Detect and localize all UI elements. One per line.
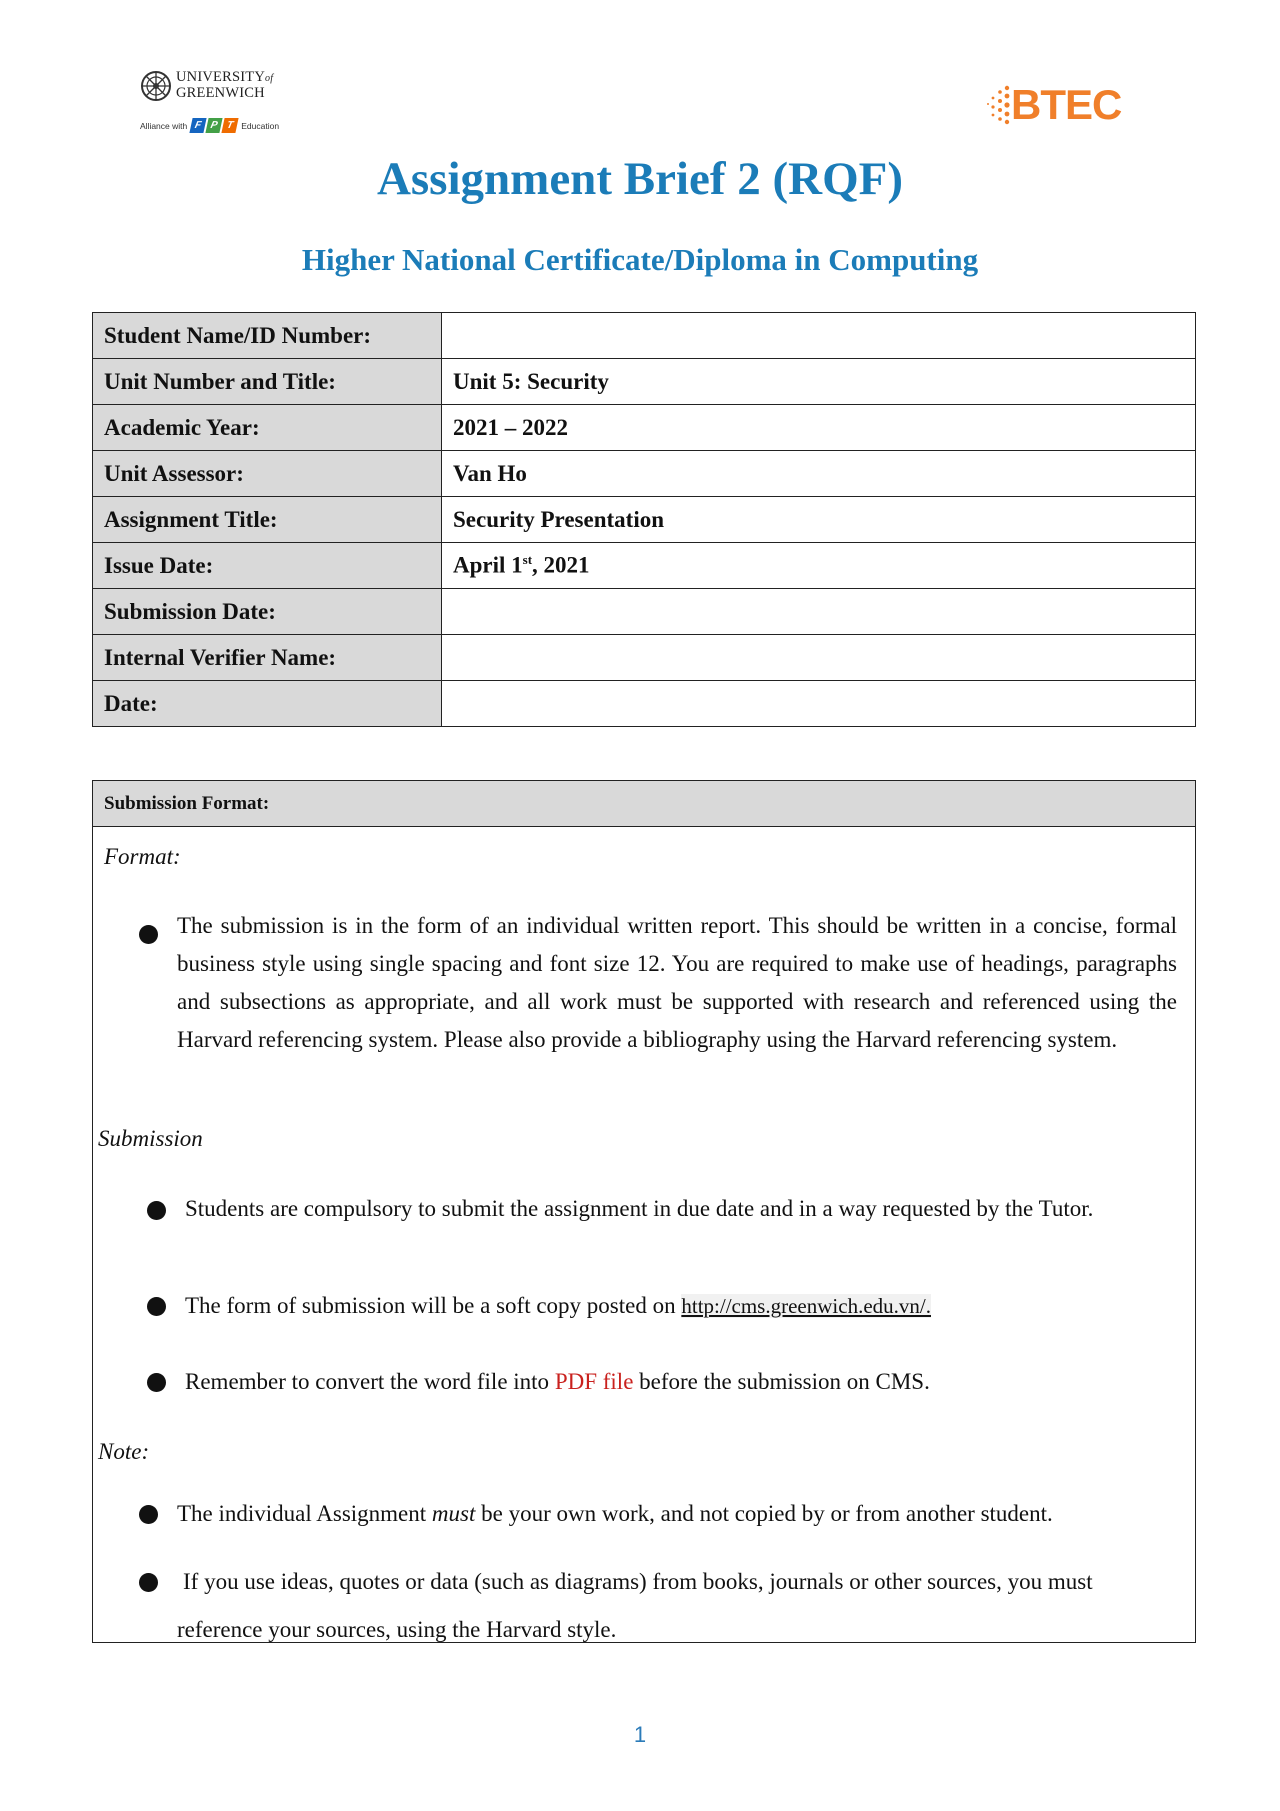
verifier-value [442,635,1196,681]
assessor-label: Unit Assessor: [93,451,442,497]
submission-date-value [442,589,1196,635]
note-bullet-2-text: If you use ideas, quotes or data (such as diagrams) from books, journals or other sources, you must reference your sources, using the Harvard style. [177,1569,1093,1642]
table-row [93,681,1196,727]
table-row [93,497,1196,543]
bullet-icon [147,1201,166,1220]
list-item [185,1185,1145,1233]
university-logo [140,68,300,140]
table-row [93,635,1196,681]
assignment-title-value: Security Presentation [442,497,1196,543]
format-label: Format: [104,844,181,869]
assignment-info-table [92,312,1196,727]
unit-value: Unit 5: Security [442,359,1196,405]
bullet-icon [147,1297,166,1316]
date-value [442,681,1196,727]
format-bullet-text: The submission is in the form of an individual written report. This should be written in a concise, formal business style using single spacing and font size 12. You are required to make use of headings, paragraphs and subsections as appropriate, and all work must be supported with research and referenced using the Harvard referencing system. Please also provide a bibliography using the Harvard referencing system. [177,913,1177,1052]
document-title: Assignment Brief 2 (RQF) [376,153,904,205]
submission-bullet-3-text: Remember to convert the word file into PDF file before the submission on CMS. [185,1369,930,1394]
btec-wordmark: BTEC [1011,81,1122,128]
submission-label: Submission [98,1126,203,1151]
unit-label: Unit Number and Title: [93,359,442,405]
issue-date-label: Issue Date: [93,543,442,589]
page-number: 1 [633,1722,647,1747]
date-label: Date: [93,681,442,727]
bullet-icon [139,1505,158,1524]
alliance-line: Alliance with F P T Education [140,120,280,131]
university-name: UNIVERSITYof GREENWICH [176,69,274,101]
submission-format-heading: Submission Format: [93,781,1195,827]
pdf-file-highlight: PDF file [554,1369,634,1394]
table-row [93,451,1196,497]
document-subtitle: Higher National Certificate/Diploma in Computing [301,242,979,277]
list-item [185,1363,1145,1401]
assignment-title-label: Assignment Title: [93,497,442,543]
university-seal-icon [140,70,172,102]
btec-logo [985,82,1125,132]
issue-date-value: April 1st, 2021 [442,543,1196,589]
btec-dots-icon [985,82,1013,128]
note-label: Note: [98,1439,150,1464]
student-name-label: Student Name/ID Number: [93,313,442,359]
cms-link[interactable]: http://cms.greenwich.edu.vn/. [681,1294,931,1318]
submission-format-box [92,780,1196,1643]
table-row [93,589,1196,635]
bullet-icon [139,925,158,944]
note-bullet-1-text: The individual Assignment must be your own work, and not copied by or from another student. [177,1501,1053,1526]
submission-bullet-2-text: The form of submission will be a soft copy posted on http://cms.greenwich.edu.vn/. [185,1293,931,1318]
student-name-value [442,313,1196,359]
bullet-icon [147,1373,166,1392]
assessor-value: Van Ho [442,451,1196,497]
list-item [177,1495,1177,1533]
list-item [177,1563,1177,1654]
table-row [93,405,1196,451]
table-row [93,359,1196,405]
table-row [93,313,1196,359]
table-row [93,543,1196,589]
verifier-label: Internal Verifier Name: [93,635,442,681]
fpt-logo: F P T [191,118,237,133]
academic-year-value: 2021 – 2022 [442,405,1196,451]
submission-date-label: Submission Date: [93,589,442,635]
academic-year-label: Academic Year: [93,405,442,451]
submission-bullet-1-text: Students are compulsory to submit the assignment in due date and in a way requested by the Tutor. [185,1196,1094,1221]
list-item [177,907,1177,1059]
bullet-icon [139,1573,158,1592]
list-item [185,1287,1145,1325]
